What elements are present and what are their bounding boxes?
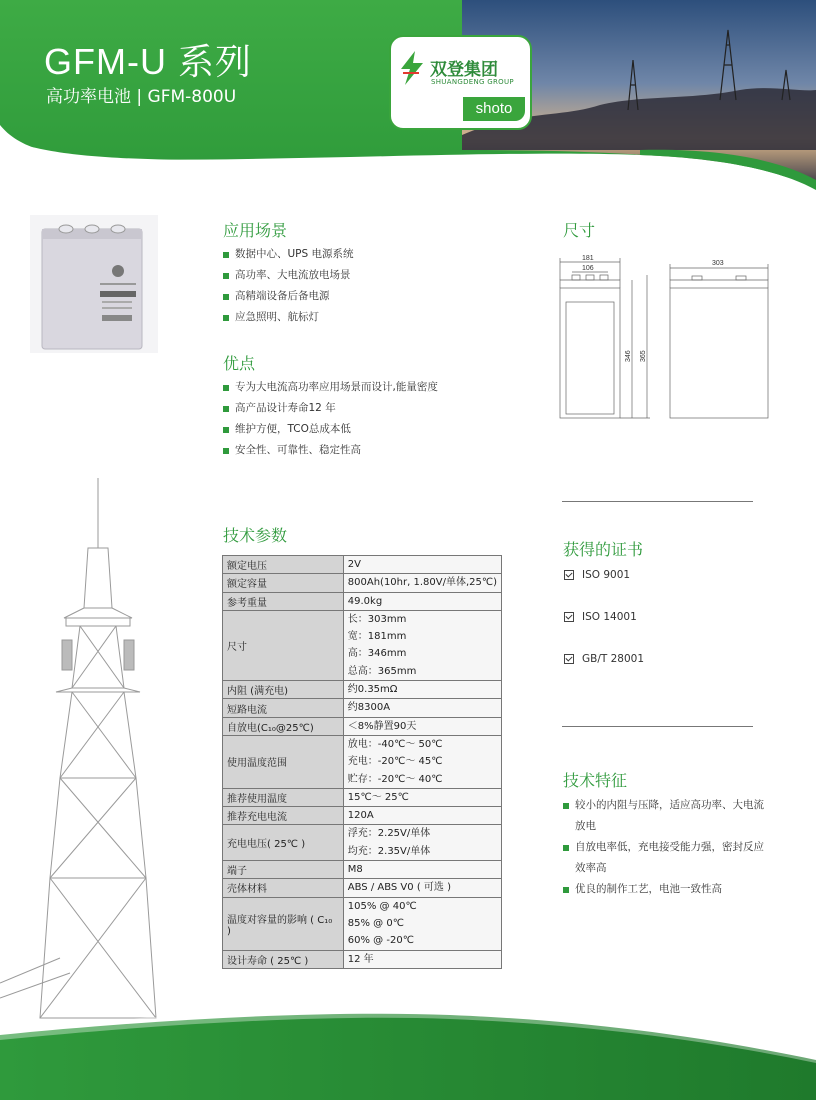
- spec-value: 120A: [343, 807, 501, 825]
- divider: [562, 501, 753, 502]
- spec-key: 额定容量: [223, 574, 344, 592]
- table-row: [223, 807, 502, 825]
- list-item: 自放电率低，充电接受能力强，密封反应效率高: [563, 837, 773, 879]
- spec-key: 自放电(C₁₀@25℃): [223, 717, 344, 735]
- table-row: [223, 610, 502, 680]
- spec-value: 约0.35mΩ: [343, 681, 501, 699]
- list-item: GB/T 28001: [562, 647, 644, 689]
- dimension-drawing: [552, 250, 772, 430]
- spec-value: 15℃～ 25℃: [343, 788, 501, 806]
- bullet-square-icon: [563, 845, 569, 851]
- table-row: [223, 681, 502, 699]
- bullet-square-icon: [223, 427, 229, 433]
- bullet-square-icon: [223, 448, 229, 454]
- specs-table: [222, 555, 502, 969]
- table-row: [223, 897, 502, 950]
- bullet-square-icon: [563, 803, 569, 809]
- spec-key: 推荐充电电流: [223, 807, 344, 825]
- logo-english-name: SHUANGDENG GROUP: [431, 78, 514, 86]
- spec-key: 充电电压( 25℃ ): [223, 825, 344, 861]
- spec-value: ABS / ABS V0 ( 可选 ): [343, 879, 501, 897]
- checkbox-checked-icon: [564, 612, 574, 622]
- advantages-heading: 优点: [223, 354, 256, 373]
- checkbox-checked-icon: [564, 570, 574, 580]
- header-banner: [0, 0, 816, 190]
- list-item: 高产品设计寿命12 年: [223, 398, 438, 419]
- dimensions-heading: 尺寸: [563, 221, 596, 240]
- checkbox-checked-icon: [564, 654, 574, 664]
- spec-value: M8: [343, 861, 501, 879]
- logo-brand: shoto: [463, 97, 525, 121]
- divider: [562, 726, 753, 727]
- spec-key: 壳体材料: [223, 879, 344, 897]
- applications-list: [223, 244, 354, 328]
- bullet-square-icon: [223, 252, 229, 258]
- list-item: ISO 14001: [562, 605, 644, 647]
- list-item: 较小的内阻与压降，适应高功率、大电流放电: [563, 795, 773, 837]
- footer-wave: [0, 985, 816, 1100]
- spec-key: 推荐使用温度: [223, 788, 344, 806]
- table-row: [223, 825, 502, 861]
- features-list: [563, 795, 773, 900]
- table-row: [223, 788, 502, 806]
- advantages-list: [223, 377, 438, 461]
- list-item: 数据中心、UPS 电源系统: [223, 244, 354, 265]
- spec-key: 内阻 (满充电): [223, 681, 344, 699]
- table-row: [223, 950, 502, 968]
- list-item: 高功率、大电流放电场景: [223, 265, 354, 286]
- table-row: [223, 861, 502, 879]
- dim-width-outer: 181: [582, 255, 594, 262]
- spec-key: 端子: [223, 861, 344, 879]
- lightning-logo-icon: [399, 51, 425, 85]
- spec-key: 尺寸: [223, 610, 344, 680]
- dim-length: 303: [712, 260, 724, 267]
- spec-key: 参考重量: [223, 592, 344, 610]
- specs-heading: 技术参数: [223, 526, 288, 545]
- table-row: [223, 592, 502, 610]
- spec-value: 浮充：2.25V/单体 均充：2.35V/单体: [343, 825, 501, 861]
- certificates-list: [562, 563, 644, 689]
- spec-value: 约8300A: [343, 699, 501, 717]
- table-row: [223, 735, 502, 788]
- bullet-square-icon: [223, 315, 229, 321]
- battery-product-image: [30, 215, 158, 353]
- spec-key: 短路电流: [223, 699, 344, 717]
- bullet-square-icon: [563, 887, 569, 893]
- table-row: [223, 717, 502, 735]
- table-row: [223, 699, 502, 717]
- bullet-square-icon: [223, 273, 229, 279]
- spec-key: 额定电压: [223, 556, 344, 574]
- spec-key: 温度对容量的影响 ( C₁₀ ): [223, 897, 344, 950]
- series-title: GFM-U 系列: [44, 41, 252, 82]
- logo-chinese-name: 双登集团: [430, 60, 498, 80]
- list-item: 优良的制作工艺，电池一致性高: [563, 879, 773, 900]
- spec-value: 12 年: [343, 950, 501, 968]
- certificates-heading: 获得的证书: [563, 540, 644, 559]
- table-row: [223, 556, 502, 574]
- spec-key: 设计寿命 ( 25℃ ): [223, 950, 344, 968]
- bullet-square-icon: [223, 294, 229, 300]
- company-logo: [389, 35, 532, 130]
- list-item: 安全性、可靠性、稳定性高: [223, 440, 438, 461]
- table-row: [223, 574, 502, 592]
- bullet-square-icon: [223, 406, 229, 412]
- product-subtitle: 高功率电池 | GFM-800U: [46, 87, 237, 107]
- list-item: ISO 9001: [562, 563, 644, 605]
- list-item: 专为大电流高功率应用场景而设计,能量密度: [223, 377, 438, 398]
- spec-value: 2V: [343, 556, 501, 574]
- spec-value: ＜8%静置90天: [343, 717, 501, 735]
- dim-total-height: 365: [640, 350, 647, 362]
- spec-value: 长：303mm 宽：181mm 高：346mm 总高：365mm: [343, 610, 501, 680]
- list-item: 应急照明、航标灯: [223, 307, 354, 328]
- list-item: 维护方便，TCO总成本低: [223, 419, 438, 440]
- spec-value: 放电：-40℃～ 50℃ 充电：-20℃～ 45℃ 贮存：-20℃～ 40℃: [343, 735, 501, 788]
- spec-value: 49.0kg: [343, 592, 501, 610]
- spec-key: 使用温度范围: [223, 735, 344, 788]
- spec-value: 800Ah(10hr, 1.80V/单体,25℃): [343, 574, 501, 592]
- dim-width-inner: 106: [582, 265, 594, 272]
- dim-height: 346: [625, 350, 632, 362]
- bullet-square-icon: [223, 385, 229, 391]
- spec-value: 105% @ 40℃ 85% @ 0℃ 60% @ -20℃: [343, 897, 501, 950]
- list-item: 高精端设备后备电源: [223, 286, 354, 307]
- features-heading: 技术特征: [563, 771, 628, 790]
- applications-heading: 应用场景: [223, 221, 288, 240]
- telecom-tower-image: [0, 478, 190, 1023]
- table-row: [223, 879, 502, 897]
